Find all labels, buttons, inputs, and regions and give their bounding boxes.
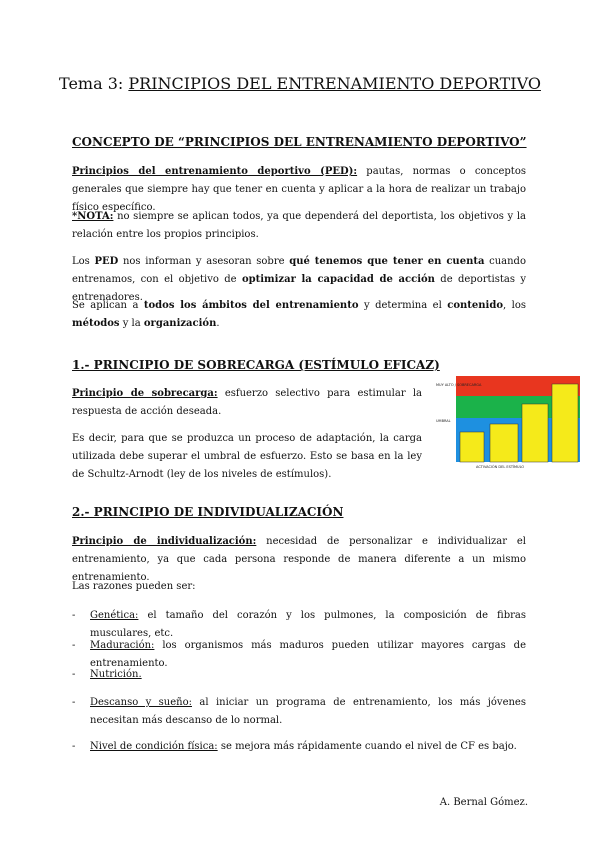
- nota-text: no siempre se aplican todos, ya que dependerá del deportista, los objetivos y la relación entre los propios principios.: [72, 211, 526, 240]
- figure-bar-1: [460, 432, 484, 462]
- figure-bar-3: [522, 404, 548, 462]
- individualizacion-term: Principio de individualización:: [72, 536, 257, 547]
- list-dash: -: [72, 610, 76, 621]
- figure-label-mid: UMBRAL: [436, 419, 451, 423]
- nota-term: *NOTA:: [72, 211, 114, 222]
- individualizacion-definition: necesidad de personalizar e individualizar el entrenamiento, ya que cada persona responde de manera diferente a un mismo entrenamiento.: [72, 536, 526, 583]
- section1-paragraph-2: Es decir, para que se produzca un proceso de adaptación, la carga utilizada debe superar el umbral de esfuerzo. Esto se basa en la ley de Schultz-Arnodt (ley de los niveles de estímulos).: [72, 433, 422, 480]
- list-item-text: se mejora más rápidamente cuando el nivel de CF es bajo.: [217, 741, 517, 752]
- p4-g: y la: [119, 318, 144, 329]
- section0-paragraph-4: [72, 297, 526, 333]
- p3-f: optimizar la capacidad de acción: [241, 274, 435, 285]
- sobrecarga-definition: esfuerzo selectivo para estimular la respuesta de acción deseada.: [72, 388, 423, 417]
- list-item-term: Descanso y sueño:: [90, 697, 192, 708]
- p3-g: de deportistas y entrenadores.: [72, 274, 526, 303]
- list-item-term: Maduración:: [90, 640, 155, 651]
- list-item: [72, 738, 526, 756]
- p4-c: y determina el: [358, 300, 448, 311]
- author-footer: A. Bernal Gómez.: [439, 797, 528, 808]
- p4-d: contenido: [447, 300, 503, 311]
- list-item-text: el tamaño del corazón y los pulmones, la composición de fibras musculares, etc.: [90, 610, 526, 639]
- p4-e: , los: [503, 300, 526, 311]
- section2-paragraph-2: Las razones pueden ser:: [72, 581, 196, 592]
- p3-e: cuando entrenamos, con el objetivo de: [72, 256, 526, 285]
- p4-a: Se aplican a: [72, 300, 144, 311]
- list-item-term: Nivel de condición física:: [90, 741, 218, 752]
- list-dash: -: [72, 741, 76, 752]
- p4-h: organización: [143, 318, 217, 329]
- list-dash: -: [72, 640, 76, 651]
- p3-a: Los: [72, 256, 95, 267]
- p4-f: métodos: [72, 318, 120, 329]
- document-title: [0, 74, 600, 93]
- section1-heading: 1.- PRINCIPIO DE SOBRECARGA (ESTÍMULO EFICAZ): [72, 358, 440, 372]
- p4-i: .: [216, 318, 220, 329]
- list-item-term: Nutrición.: [90, 669, 142, 680]
- p3-b: PED: [94, 256, 119, 267]
- sobrecarga-term: Principio de sobrecarga:: [72, 388, 218, 399]
- figure-bar-4: [552, 384, 578, 462]
- ped-definition: pautas, normas o conceptos generales que siempre hay que tener en cuenta y aplicar a la hora de realizar un trabajo físico específico.: [72, 166, 526, 213]
- p3-d: qué tenemos que tener en cuenta: [289, 256, 485, 267]
- list-item-term: Genética:: [90, 610, 139, 621]
- list-item-text: al iniciar un programa de entrenamiento, los más jóvenes necesitan más descanso de lo normal.: [90, 697, 526, 726]
- figure-bar-2: [490, 424, 518, 462]
- figure-label-bottom: ACTIVACIÓN DEL ESTÍMULO: [476, 465, 525, 469]
- section2-heading: 2.- PRINCIPIO DE INDIVIDUALIZACIÓN: [72, 505, 344, 519]
- list-item: [72, 666, 526, 684]
- section1-paragraph-1: [72, 385, 422, 421]
- figure-label-top: MUY ALTO / SOBRECARGA: [436, 383, 482, 387]
- title-main: PRINCIPIOS DEL ENTRENAMIENTO DEPORTIVO: [128, 74, 541, 93]
- section0-heading: CONCEPTO DE “PRINCIPIOS DEL ENTRENAMIENTO DEPORTIVO”: [72, 135, 527, 149]
- list-item-text: los organismos más maduros pueden utilizar mayores cargas de entrenamiento.: [90, 640, 526, 669]
- p3-c: nos informan y asesoran sobre: [118, 256, 290, 267]
- list-item: [72, 694, 526, 730]
- p4-b: todos los ámbitos del entrenamiento: [143, 300, 359, 311]
- section0-paragraph-2: [72, 208, 526, 244]
- title-prefix: Tema 3:: [59, 74, 129, 93]
- list-dash: -: [72, 697, 76, 708]
- ped-term: Principios del entrenamiento deportivo (PED):: [72, 166, 358, 177]
- list-dash: -: [72, 669, 76, 680]
- stimulus-levels-figure: [436, 376, 582, 470]
